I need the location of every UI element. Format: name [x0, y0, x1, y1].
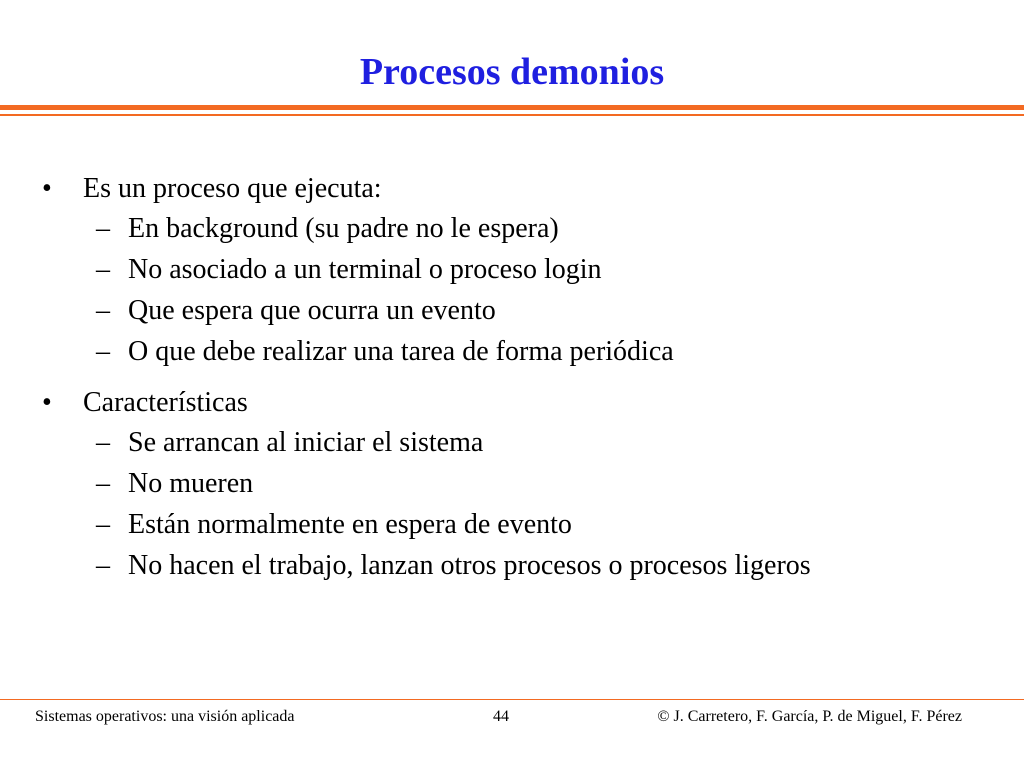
bullet-item	[0, 384, 1024, 422]
sub-bullet-text: O que debe realizar una tarea de forma periódica	[128, 336, 674, 367]
header-divider-thick	[0, 105, 1024, 110]
dash-marker: –	[96, 550, 110, 581]
footer-book-title: Sistemas operativos: una visión aplicada	[35, 708, 295, 725]
sub-bullet-text: Están normalmente en espera de evento	[128, 509, 572, 540]
sub-bullet-text: No hacen el trabajo, lanzan otros procesos o procesos ligeros	[128, 550, 811, 581]
sub-bullet-item	[0, 545, 1024, 586]
footer-page-number: 44	[493, 708, 509, 725]
sub-bullet-item	[0, 249, 1024, 290]
dash-marker: –	[96, 468, 110, 499]
bullet-marker: •	[42, 173, 52, 204]
bullet-text: Características	[83, 387, 248, 418]
bullet-marker: •	[42, 387, 52, 418]
slide-body	[0, 170, 1024, 586]
sub-bullet-item	[0, 290, 1024, 331]
bullet-text: Es un proceso que ejecuta:	[83, 173, 382, 204]
sub-bullet-text: Se arrancan al iniciar el sistema	[128, 427, 484, 458]
slide-title: Procesos demonios	[359, 51, 665, 93]
bullet-item	[0, 170, 1024, 208]
sub-bullet-text: No mueren	[128, 468, 254, 499]
sub-bullet-item	[0, 422, 1024, 463]
dash-marker: –	[96, 254, 110, 285]
dash-marker: –	[96, 213, 110, 244]
dash-marker: –	[96, 427, 110, 458]
sub-bullet-item	[0, 463, 1024, 504]
footer-divider	[0, 699, 1024, 700]
header-divider-thin	[0, 114, 1024, 116]
sub-bullet-item	[0, 331, 1024, 372]
sub-bullet-item	[0, 504, 1024, 545]
section-gap	[0, 372, 1024, 384]
sub-bullet-item	[0, 208, 1024, 249]
dash-marker: –	[96, 336, 110, 367]
footer-copyright: © J. Carretero, F. García, P. de Miguel, F. Pérez	[657, 708, 962, 725]
dash-marker: –	[96, 509, 110, 540]
sub-bullet-text: No asociado a un terminal o proceso login	[128, 254, 602, 285]
dash-marker: –	[96, 295, 110, 326]
sub-bullet-text: Que espera que ocurra un evento	[128, 295, 496, 326]
sub-bullet-text: En background (su padre no le espera)	[128, 213, 559, 244]
